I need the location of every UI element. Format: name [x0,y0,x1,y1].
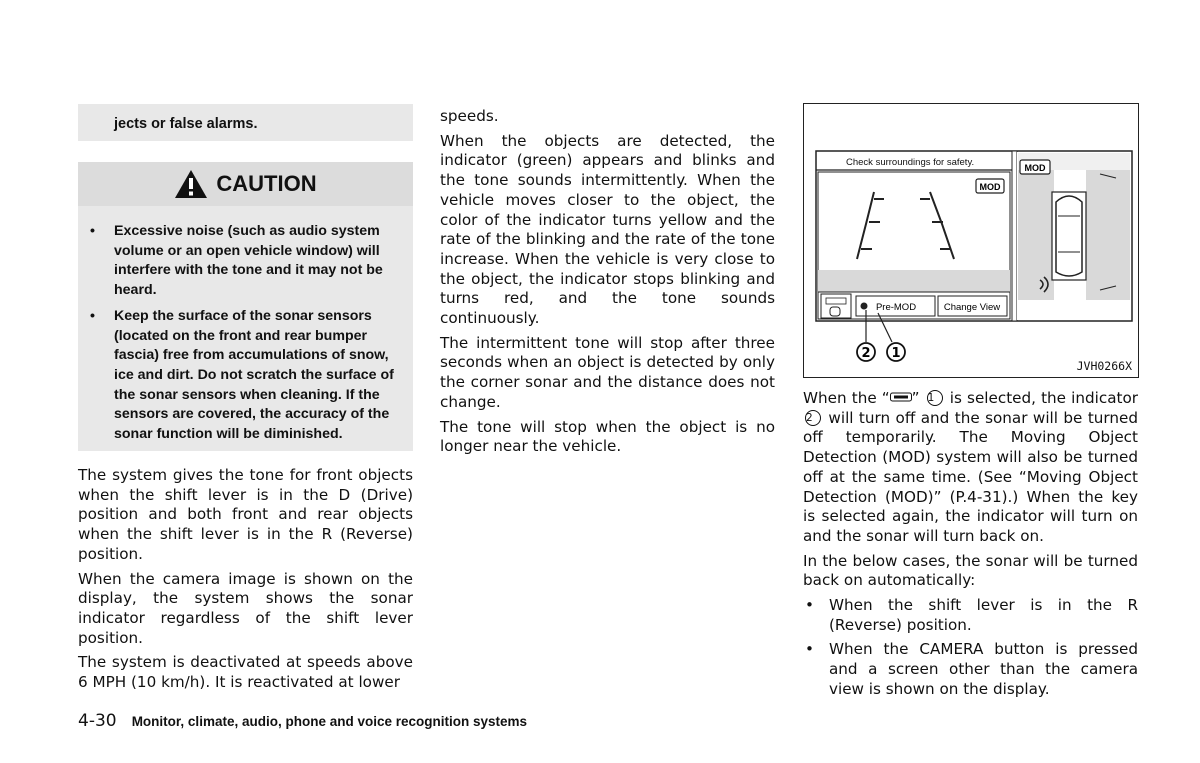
section-title: Monitor, climate, audio, phone and voice recognition systems [131,714,528,729]
list-item: • When the shift lever is in the R (Reverse) position. [803,596,1138,635]
change-view-button-label: Change View [943,302,1001,313]
paragraph [803,389,1138,547]
caution-title: CAUTION [216,171,317,196]
warning-continuation [78,104,413,141]
paragraph: speeds. [440,107,499,125]
paragraph: In the below cases, the sonar will be turned back on automatically: [803,551,1138,590]
right-body [803,389,1138,705]
page-footer [78,711,527,731]
circled-number-1: 1 [927,390,943,406]
caution-box [78,162,413,451]
paragraph: The tone will stop when the object is no longer near the vehicle. [440,417,775,456]
caution-item: • Excessive noise (such as audio system volume or an open vehicle window) will interfere with the tone and it may not be heard. [78,222,413,301]
text-fragment: will turn off and the sonar will be turned off temporarily. The Moving Object Detection (MOD) system will also be turned off at the same time. (See “Moving Object Detection (MOD)” (P.4-31).) When the key is selected again, the indicator will turn on and the sonar will turn back on. [803,408,1138,545]
left-body [78,466,413,698]
auto-on-list [803,596,1138,700]
text-fragment: ” [911,389,925,407]
caution-item: • Keep the surface of the sonar sensors (located on the front and rear bumper fascia) free from accumulations of snow, ice and dirt. Do not scratch the surface of the sonar sensors when cleaning. If the sensors are covered, the accuracy of the sonar function will be diminished. [78,307,413,445]
warning-continuation-text: jects or false alarms. [114,116,258,132]
callout-1: 1 [891,346,901,361]
text-fragment: is selected, the indicator [944,389,1138,407]
caution-list [78,222,413,451]
figure-label: JVH0266X [1076,359,1132,373]
list-item: • When the CAMERA button is pressed and a screen other than the camera view is shown on the display. [803,640,1138,699]
paragraph: The system is deactivated at speeds above 6 MPH (10 km/h). It is reactivated at lower [78,653,413,692]
paragraph: The system gives the tone for front objects when the shift lever is in the D (Drive) position and both front and rear objects when the shift lever is in the R (Reverse) position. [78,466,413,563]
display-screen-illustration [804,104,1137,376]
paragraph: The intermittent tone will stop after three seconds when an object is detected by only the corner sonar and the distance does not change. [440,333,775,411]
screen-message: Check surroundings for safety. [846,157,975,168]
mod-badge-right: MOD [1024,163,1046,173]
mod-badge-left: MOD [979,182,1001,192]
paragraph: When the objects are detected, the indicator (green) appears and blinks and the tone sounds intermittently. When the vehicle moves closer to the object, the color of the indicator turns yellow and the rate of the blinking and the rate of the tone increase. When the vehicle is very close to the object, the indicator stops blinking and turns red, and the tone sounds continuously. [440,131,775,328]
callout-2: 2 [861,346,871,361]
paragraph: When the camera image is shown on the display, the system shows the sonar indicator regardless of the shift lever position. [78,569,413,647]
pre-mod-button-label: Pre-MOD [875,302,917,313]
warning-triangle-icon [174,169,208,199]
sonar-display-figure [803,103,1139,378]
page-number: 4-30 [78,711,117,731]
middle-body [440,107,775,462]
circled-number-2: 2 [805,410,821,426]
text-fragment: When the “ [803,389,890,407]
sonar-key-icon [890,392,912,402]
caution-header [78,162,413,206]
